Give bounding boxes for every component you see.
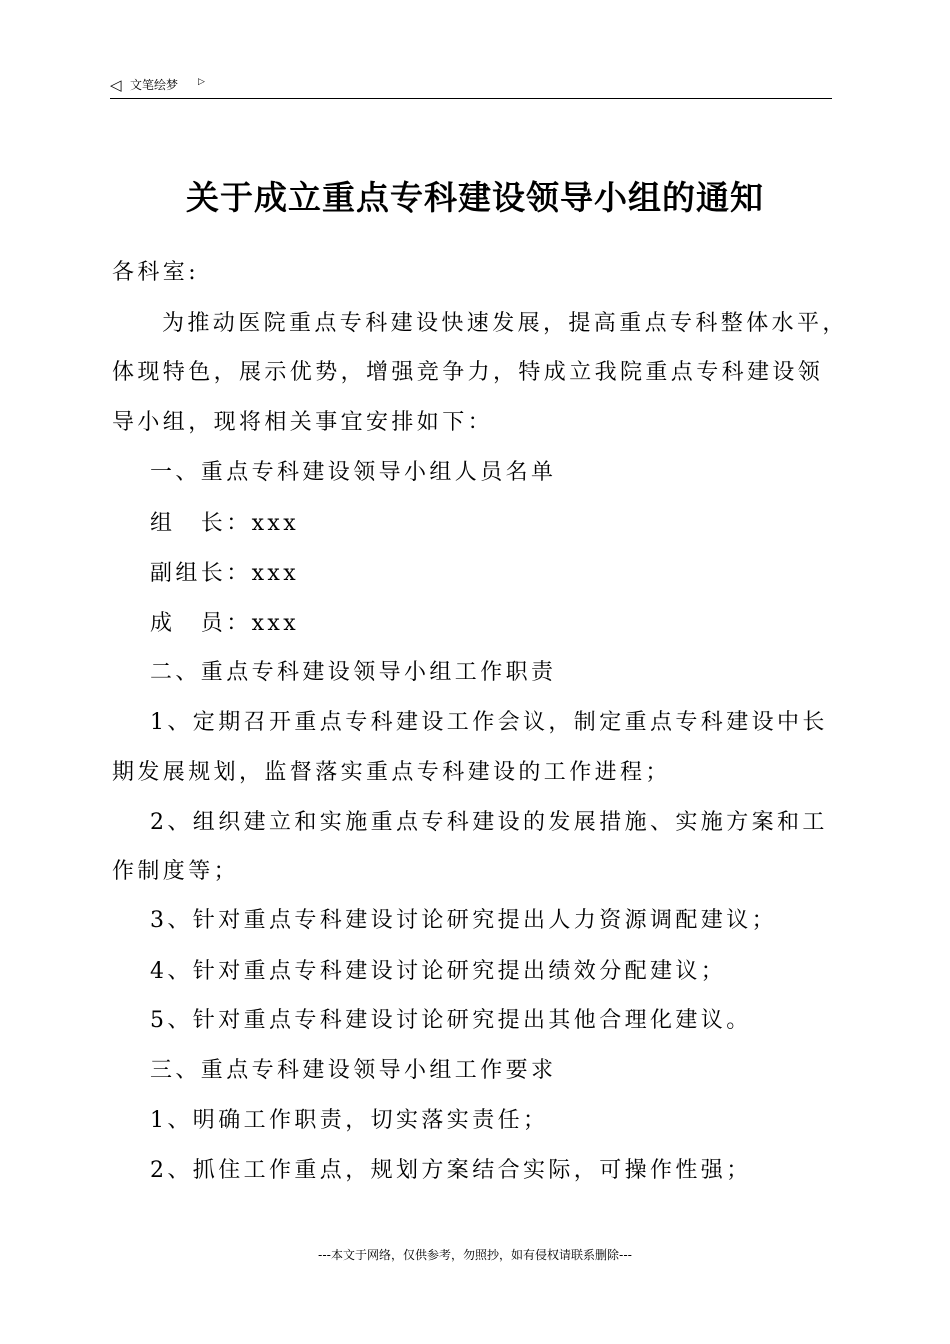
member-leader: 组 长：xxx xyxy=(150,511,300,536)
member-members: 成 员：xxx xyxy=(150,611,300,636)
document-title: 关于成立重点专科建设领导小组的通知 xyxy=(186,178,764,217)
header-label: 文笔绘梦 xyxy=(130,78,179,92)
triangle-left-icon: ◁ xyxy=(110,76,122,94)
duty-4: 4、针对重点专科建设讨论研究提出绩效分配建议； xyxy=(150,959,727,984)
salutation: 各科室: xyxy=(112,260,200,285)
intro-line-1: 为推动医院重点专科建设快速发展，提高重点专科整体水平， xyxy=(162,311,848,336)
footer-disclaimer: ---本文于网络，仅供参考，勿照抄，如有侵权请联系删除--- xyxy=(318,1248,632,1262)
section-3-heading: 三、重点专科建设领导小组工作要求 xyxy=(150,1058,557,1083)
requirement-1: 1、明确工作职责，切实落实责任； xyxy=(150,1108,549,1133)
duty-1-line-1: 1、定期召开重点专科建设工作会议，制定重点专科建设中长 xyxy=(150,710,828,735)
section-2-heading: 二、重点专科建设领导小组工作职责 xyxy=(150,660,557,685)
requirement-2: 2、抓住工作重点，规划方案结合实际，可操作性强； xyxy=(150,1158,752,1183)
section-1-heading: 一、重点专科建设领导小组人员名单 xyxy=(150,460,557,485)
intro-line-3: 导小组，现将相关事宜安排如下： xyxy=(112,410,494,435)
duty-5: 5、针对重点专科建设讨论研究提出其他合理化建议。 xyxy=(150,1008,752,1033)
triangle-right-icon: ▷ xyxy=(198,77,205,87)
duty-2-line-1: 2、组织建立和实施重点专科建设的发展措施、实施方案和工 xyxy=(150,810,828,835)
duty-3: 3、针对重点专科建设讨论研究提出人力资源调配建议； xyxy=(150,908,777,933)
duty-1-line-2: 期发展规划，监督落实重点专科建设的工作进程； xyxy=(112,760,671,785)
duty-2-line-2: 作制度等； xyxy=(112,859,240,884)
intro-line-2: 体现特色，展示优势，增强竞争力，特成立我院重点专科建设领 xyxy=(112,360,824,385)
member-deputy: 副组长：xxx xyxy=(150,561,300,586)
page-header xyxy=(110,74,832,99)
